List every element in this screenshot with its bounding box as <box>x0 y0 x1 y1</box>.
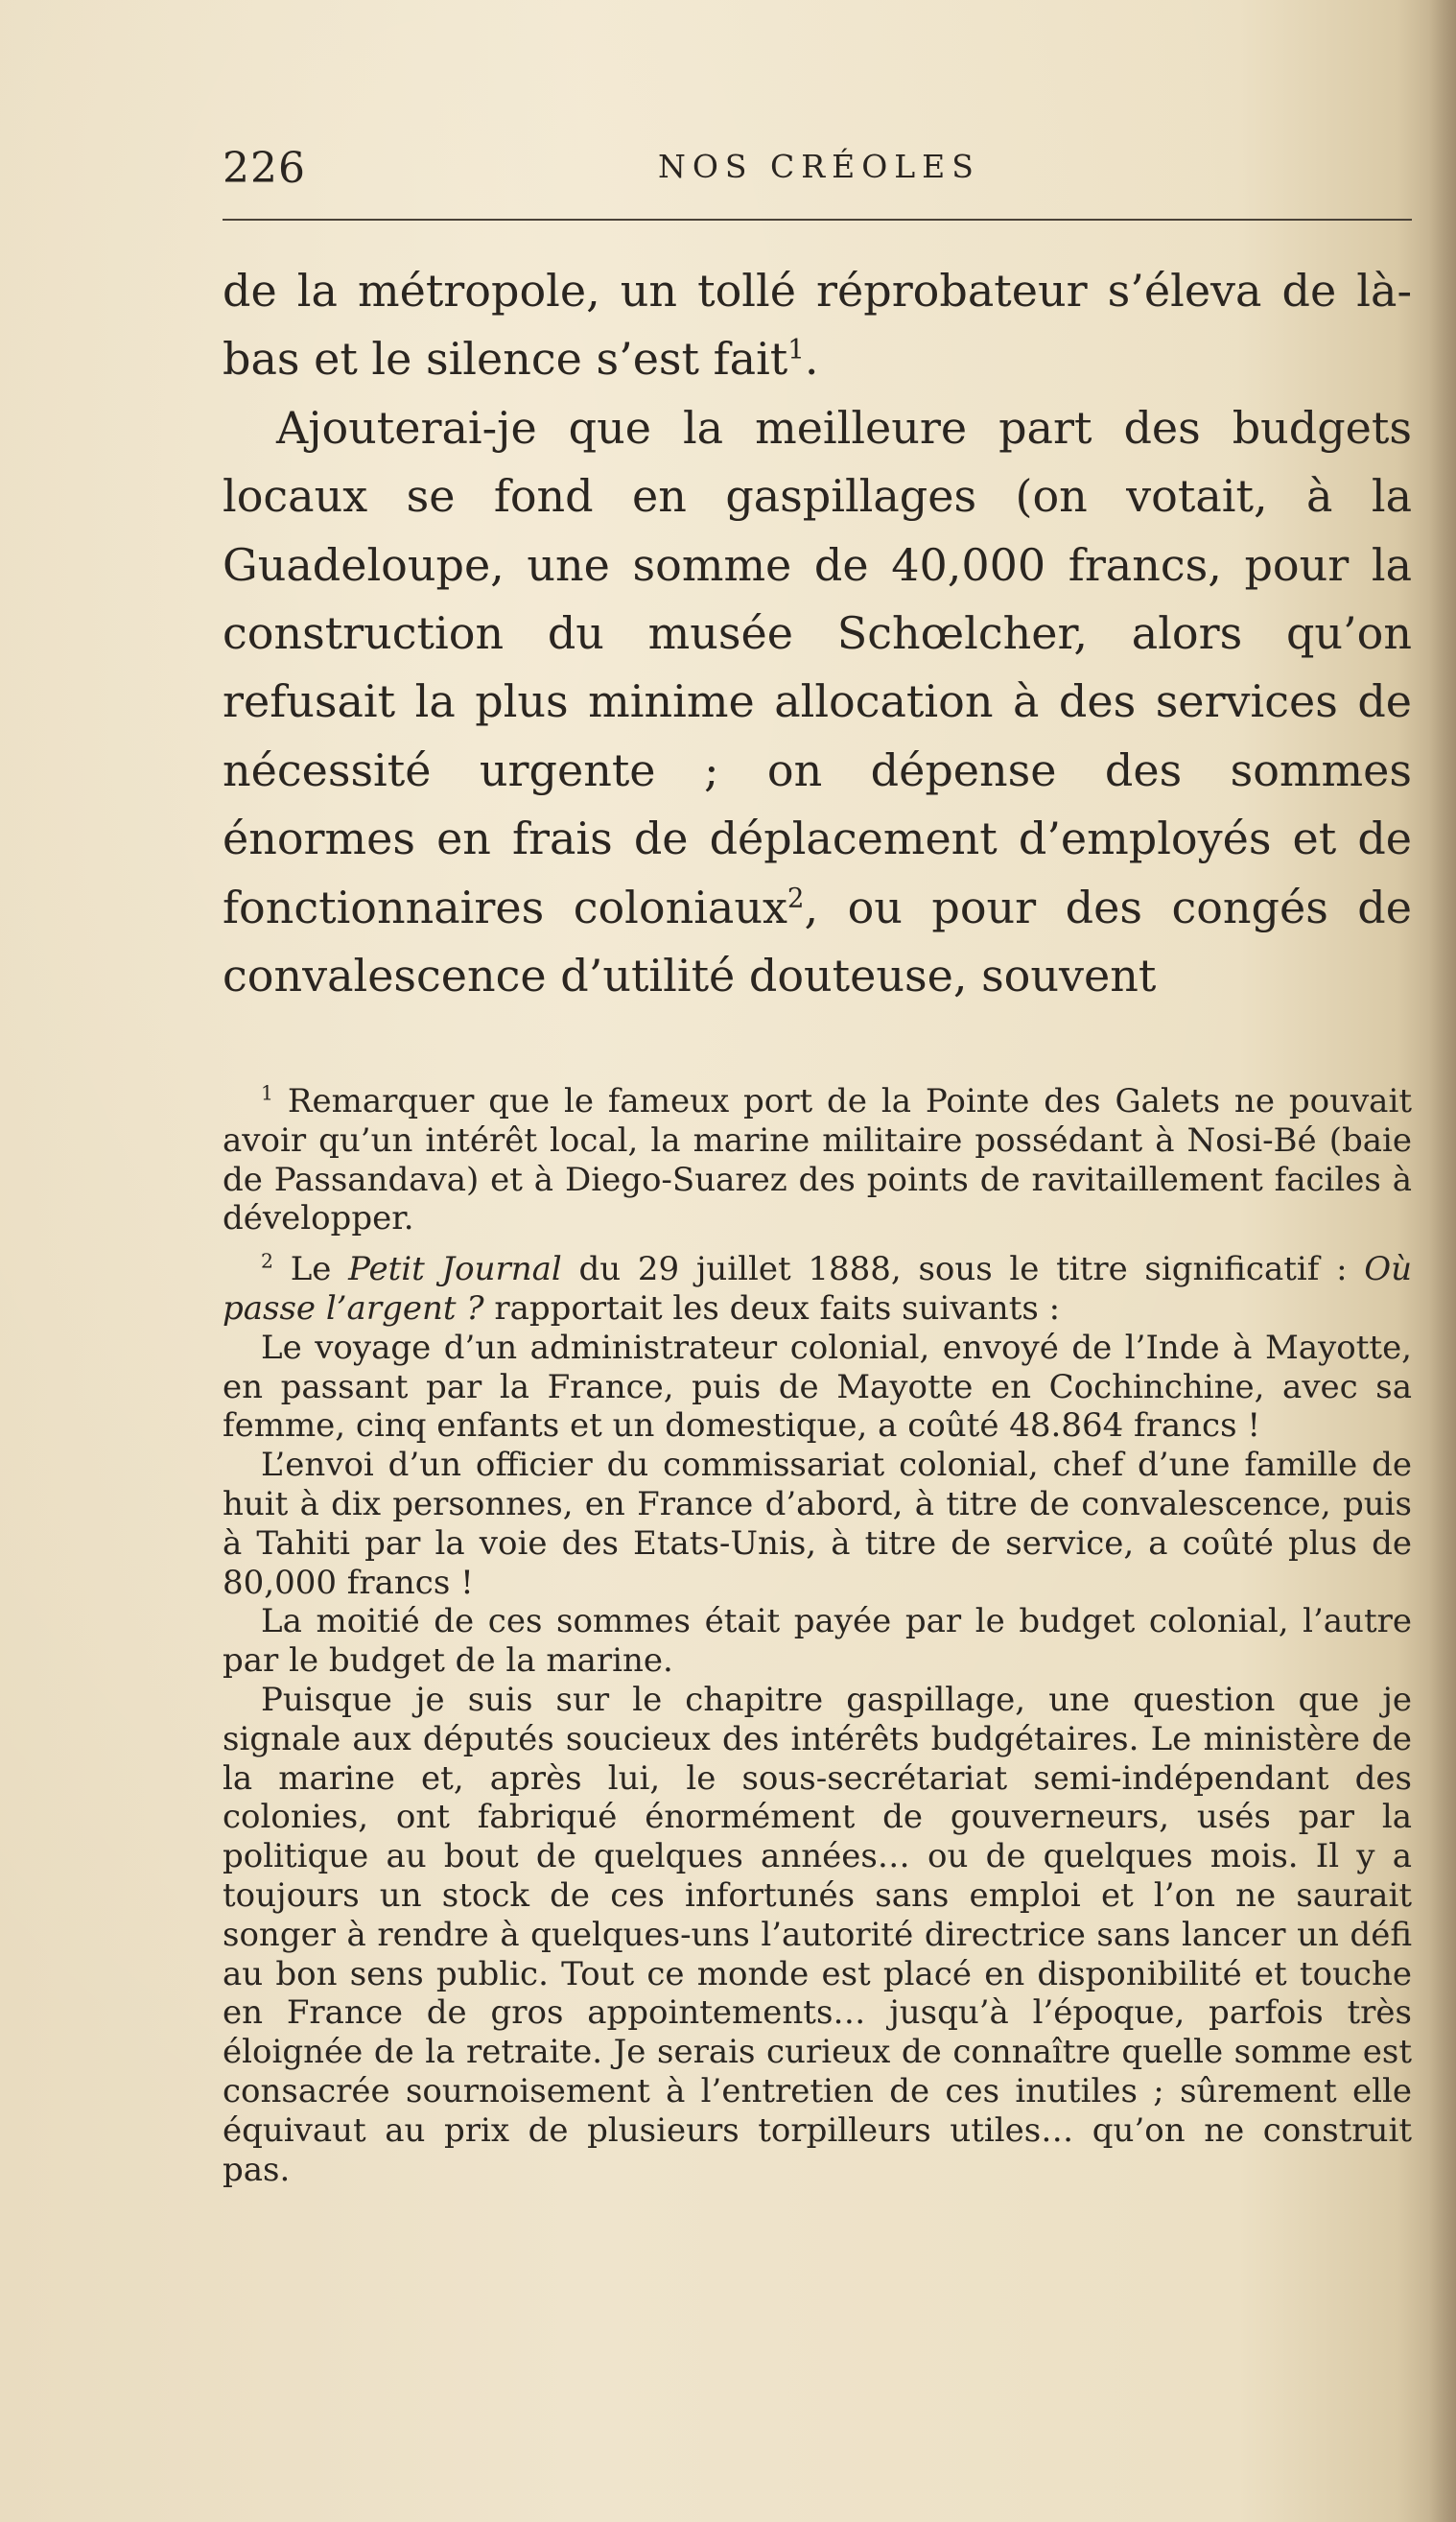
footnote-1-text: Remarquer que le fameux port de la Pointe des Galets ne pouvait avoir qu’un intérêt local, la marine militaire possédant à Nosi-Bé (baie de Passandava) et à Diego-Suarez des points de ravitaillement faciles à développer. <box>223 1082 1412 1238</box>
page-header <box>223 134 1412 201</box>
footnote-ref-1: 1 <box>787 334 805 366</box>
footnote-2-paragraph-5: Puisque je suis sur le chapitre gaspillage, une question que je signale aux députés soucieux des intérêts budgétaires. Le ministère de la marine et, après lui, le sous-secrétariat semi-indépendant des colonies, ont fabriqué énormément de gouverneurs, usés par la politique au bout de quelques années… ou de quelques mois. Il y a toujours un stock de ces infortunés sans emploi et l’on ne saurait songer à rendre à quelques-uns l’autorité directrice sans lancer un défi au bon sens public. Tout ce monde est placé en disponibilité et touche en France de gros appointements… jusqu’à l’époque, parfois très éloignée de la retraite. Je serais curieux de connaître quelle somme est consacrée sournoisement à l’entretien de ces inutiles ; sûrement elle équivaut au prix de plusieurs torpilleurs utiles… qu’on ne construit pas. <box>223 1680 1412 2189</box>
footnote-2-quote-title: Où passe l’argent ? <box>223 1250 1413 1328</box>
body-paragraph-2-text-a: Ajouterai-je que la meilleure part des budgets locaux se fond en gaspillages (on votait, à la Guadeloupe, une somme de 40,000 francs, pour la construction du musée Schœlcher, alors qu’on refusait la plus minime allocation à des services de nécessité urgente ; on dépense des sommes énormes en frais de déplacement d’employés et de fonctionnaires coloniaux <box>223 401 1412 933</box>
page-edge-shadow <box>1429 0 1456 2522</box>
footnote-2-marker: 2 <box>261 1249 273 1273</box>
header-rule <box>223 219 1412 221</box>
footnote-ref-2: 2 <box>787 882 805 914</box>
footnote-2-intro-a: Le <box>290 1250 332 1289</box>
running-title: NOS CRÉOLES <box>658 148 980 185</box>
body-paragraph-2-text-b: , ou pour des congés de convalescence d’utilité douteuse, souvent <box>223 881 1412 1002</box>
footnote-2-newspaper-title: Petit Journal <box>348 1250 562 1289</box>
body-paragraph-1-text: de la métropole, un tollé réprobateur s’éleva de là-bas et le silence s’est fait <box>223 265 1412 386</box>
footnotes <box>223 1082 1412 2189</box>
footnote-2-paragraph-2: Le voyage d’un administrateur colonial, envoyé de l’Inde à Mayotte, en passant par la France, puis de Mayotte en Cochinchine, avec sa femme, cinq enfants et un domestique, a coûté 48.864 francs ! <box>223 1328 1412 1446</box>
footnote-2 <box>223 1250 1412 1329</box>
footnote-1-marker: 1 <box>261 1081 273 1105</box>
main-text <box>223 257 1412 1010</box>
body-paragraph-1: de la métropole, un tollé réprobateur s’éleva de là-bas et le silence s’est fait$^1$. <box>223 265 1412 386</box>
footnote-2-intro-b: du 29 juillet 1888, sous le titre significatif : <box>578 1250 1348 1289</box>
footnote-2-paragraph-4: La moitié de ces sommes était payée par le budget colonial, l’autre par le budget de la marine. <box>223 1602 1412 1681</box>
footnote-1 <box>223 1082 1412 1238</box>
footnote-2-paragraph-3: L’envoi d’un officier du commissariat colonial, chef d’une famille de huit à dix personnes, en France d’abord, à titre de convalescence, puis à Tahiti par la voie des Etats-Unis, à titre de service, a coûté plus de 80,000 francs ! <box>223 1446 1412 1602</box>
body-paragraph-2 <box>223 394 1412 1011</box>
footnote-2-intro-c: rapportait les deux faits suivants : <box>494 1288 1061 1328</box>
page-number: 226 <box>223 144 306 193</box>
